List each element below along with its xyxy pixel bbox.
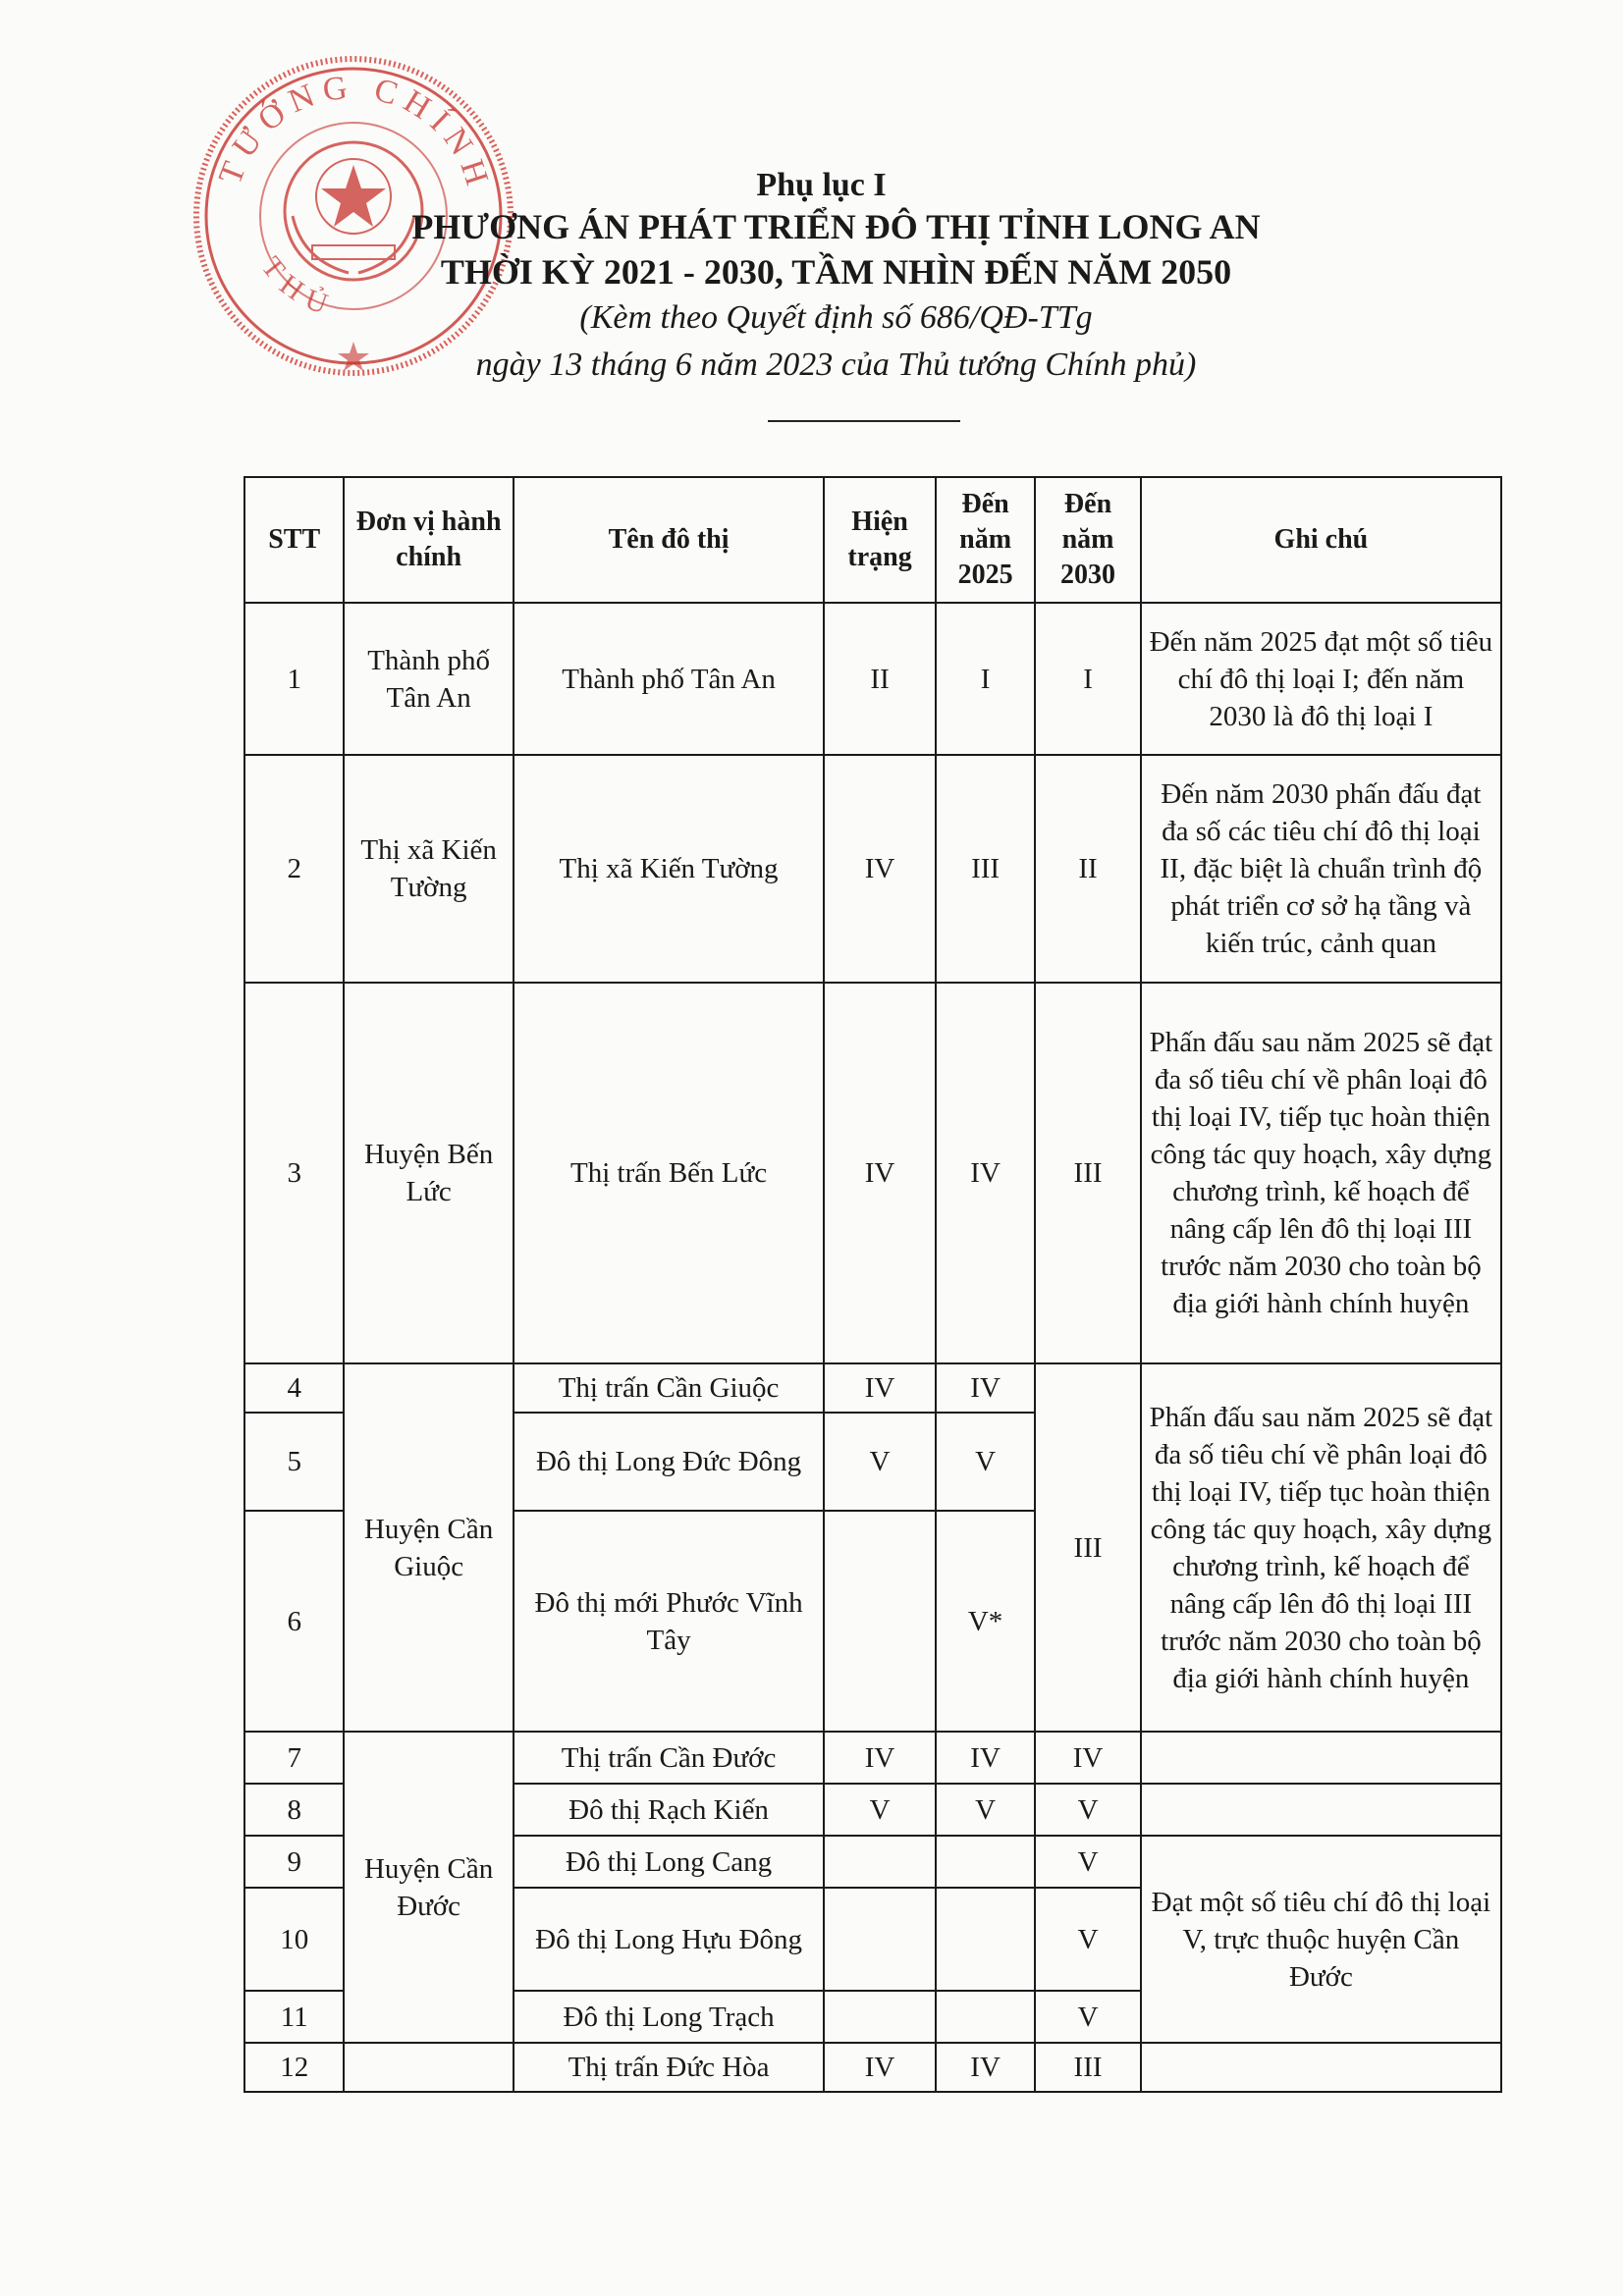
- cell-stt: 11: [244, 1991, 344, 2043]
- cell-current: IV: [824, 983, 936, 1363]
- cell-unit-group: Huyện Cần Giuộc: [344, 1363, 513, 1732]
- cell-name: Đô thị Rạch Kiến: [514, 1784, 824, 1836]
- cell-stt: 8: [244, 1784, 344, 1836]
- cell-unit: Huyện Bến Lức: [344, 983, 513, 1363]
- cell-stt: 1: [244, 603, 344, 755]
- header-current: Hiện trạng: [824, 477, 936, 603]
- cell-name: Đô thị Long Đức Đông: [514, 1413, 824, 1511]
- cell-2025: IV: [936, 1363, 1035, 1413]
- cell-name: Thị trấn Cần Đước: [514, 1732, 824, 1784]
- cell-current: IV: [824, 1363, 936, 1413]
- cell-2025: V: [936, 1413, 1035, 1511]
- cell-name: Thị trấn Cần Giuộc: [514, 1363, 824, 1413]
- cell-note: Phấn đấu sau năm 2025 sẽ đạt đa số tiêu chí về phân loại đô thị loại IV, tiếp tục hoàn thiện công tác quy hoạch, xây dựng chương trình, kế hoạch để nâng cấp lên đô thị loại III trước năm 2030 cho toàn bộ địa giới hành chính huyện: [1141, 983, 1501, 1363]
- cell-unit: Thành phố Tân An: [344, 603, 513, 755]
- cell-2025: V: [936, 1784, 1035, 1836]
- cell-current: IV: [824, 1732, 936, 1784]
- table-row: [244, 1363, 1501, 1413]
- cell-name: Đô thị Long Cang: [514, 1836, 824, 1888]
- cell-current: [824, 1511, 936, 1732]
- cell-name: Đô thị Long Trạch: [514, 1991, 824, 2043]
- cell-2025: IV: [936, 983, 1035, 1363]
- table-header-row: [244, 477, 1501, 603]
- cell-stt: 7: [244, 1732, 344, 1784]
- cell-note: Đến năm 2030 phấn đấu đạt đa số các tiêu chí đô thị loại II, đặc biệt là chuẩn trình độ phát triển cơ sở hạ tầng và kiến trúc, cảnh quan: [1141, 755, 1501, 983]
- heading-divider: [768, 420, 960, 422]
- cell-stt: 4: [244, 1363, 344, 1413]
- svg-text:TƯỚNG CHÍNH: TƯỚNG CHÍNH: [211, 69, 498, 197]
- cell-2030: II: [1035, 755, 1141, 983]
- svg-text:THỦ: THỦ: [254, 250, 342, 324]
- cell-2030: I: [1035, 603, 1141, 755]
- cell-stt: 6: [244, 1511, 344, 1732]
- cell-2025: III: [936, 755, 1035, 983]
- cell-note-group: Đạt một số tiêu chí đô thị loại V, trực thuộc huyện Cần Đước: [1141, 1836, 1501, 2043]
- cell-2025: [936, 1888, 1035, 1991]
- cell-unit: [344, 2043, 513, 2092]
- cell-2025: IV: [936, 1732, 1035, 1784]
- cell-current: V: [824, 1784, 936, 1836]
- cell-2030: III: [1035, 983, 1141, 1363]
- cell-stt: 12: [244, 2043, 344, 2092]
- subtitle-line-2: ngày 13 tháng 6 năm 2023 của Thủ tướng Chính phủ): [475, 347, 1197, 383]
- header-2030: Đến năm 2030: [1035, 477, 1141, 603]
- cell-2030-group: III: [1035, 1363, 1141, 1732]
- table-row: [244, 2043, 1501, 2092]
- cell-2025: [936, 1836, 1035, 1888]
- cell-stt: 2: [244, 755, 344, 983]
- appendix-label: Phụ lục I: [756, 167, 887, 203]
- cell-2025: I: [936, 603, 1035, 755]
- document-heading: [0, 167, 1623, 389]
- cell-current: [824, 1991, 936, 2043]
- cell-note: Đến năm 2025 đạt một số tiêu chí đô thị loại I; đến năm 2030 là đô thị loại I: [1141, 603, 1501, 755]
- table-row: [244, 983, 1501, 1363]
- header-name: Tên đô thị: [514, 477, 824, 603]
- header-note: Ghi chú: [1141, 477, 1501, 603]
- cell-2025: V*: [936, 1511, 1035, 1732]
- cell-current: II: [824, 603, 936, 755]
- header-2025: Đến năm 2025: [936, 477, 1035, 603]
- cell-current: IV: [824, 2043, 936, 2092]
- cell-stt: 3: [244, 983, 344, 1363]
- cell-2030: V: [1035, 1888, 1141, 1991]
- cell-2025: [936, 1991, 1035, 2043]
- cell-name: Thị trấn Đức Hòa: [514, 2043, 824, 2092]
- title-line-2: THỜI KỲ 2021 - 2030, TẦM NHÌN ĐẾN NĂM 2050: [440, 252, 1232, 292]
- cell-stt: 10: [244, 1888, 344, 1991]
- cell-current: IV: [824, 755, 936, 983]
- subtitle-line-1: (Kèm theo Quyết định số 686/QĐ-TTg: [579, 299, 1093, 336]
- cell-name: Thị trấn Bến Lức: [514, 983, 824, 1363]
- header-stt: STT: [244, 477, 344, 603]
- cell-name: Thành phố Tân An: [514, 603, 824, 755]
- urban-development-table: [243, 476, 1502, 2093]
- cell-note-empty: [1141, 1732, 1501, 1784]
- cell-2030: V: [1035, 1836, 1141, 1888]
- table-row: [244, 1732, 1501, 1784]
- cell-note-empty: [1141, 1784, 1501, 1836]
- cell-name: Thị xã Kiến Tường: [514, 755, 824, 983]
- cell-unit-group: Huyện Cần Đước: [344, 1732, 513, 2043]
- cell-current: V: [824, 1413, 936, 1511]
- table-row: [244, 603, 1501, 755]
- cell-name: Đô thị mới Phước Vĩnh Tây: [514, 1511, 824, 1732]
- title-line-1: PHƯƠNG ÁN PHÁT TRIỂN ĐÔ THỊ TỈNH LONG AN: [411, 207, 1261, 246]
- cell-2030: III: [1035, 2043, 1141, 2092]
- cell-stt: 5: [244, 1413, 344, 1511]
- cell-2030: V: [1035, 1784, 1141, 1836]
- header-unit: Đơn vị hành chính: [344, 477, 513, 603]
- cell-2030: IV: [1035, 1732, 1141, 1784]
- cell-unit: Thị xã Kiến Tường: [344, 755, 513, 983]
- cell-current: [824, 1836, 936, 1888]
- cell-2025: IV: [936, 2043, 1035, 2092]
- table-row: [244, 755, 1501, 983]
- cell-current: [824, 1888, 936, 1991]
- cell-note-group: Phấn đấu sau năm 2025 sẽ đạt đa số tiêu chí về phân loại đô thị loại IV, tiếp tục hoàn thiện công tác quy hoạch, xây dựng chương trình, kế hoạch để nâng cấp lên đô thị loại III trước năm 2030 cho toàn bộ địa giới hành chính huyện: [1141, 1363, 1501, 1732]
- cell-name: Đô thị Long Hựu Đông: [514, 1888, 824, 1991]
- cell-2030: V: [1035, 1991, 1141, 2043]
- cell-stt: 9: [244, 1836, 344, 1888]
- cell-note-empty: [1141, 2043, 1501, 2092]
